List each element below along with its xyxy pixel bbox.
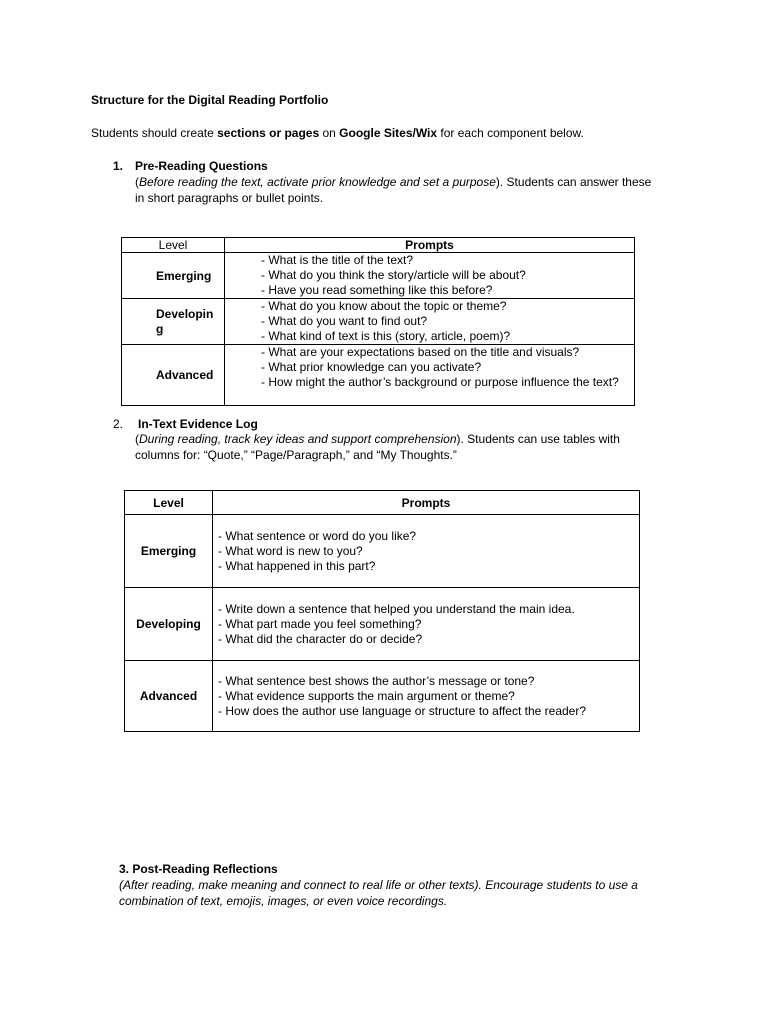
section2-heading [113, 417, 258, 431]
prompt-line: - What are your expectations based on the title and visuals? [261, 345, 580, 359]
section1-rest: ). Students can answer these in short paragraphs or bullet points. [135, 175, 652, 205]
level-cell: Developing [125, 588, 213, 661]
table-row [125, 588, 640, 661]
section2-italic: During reading, track key ideas and support comprehension [139, 432, 457, 446]
prompt-line: - Write down a sentence that helped you understand the main idea. [218, 601, 575, 616]
prompt-line: - What happened in this part? [218, 558, 376, 573]
table-header-row [122, 238, 635, 253]
level-cell: Advanced [125, 661, 213, 732]
prompt-line: - What did the character do or decide? [218, 631, 423, 646]
table-row [122, 253, 635, 299]
level-cell: Emerging [122, 253, 225, 299]
section2-title: In-Text Evidence Log [138, 417, 258, 431]
table-header-row [125, 491, 640, 515]
prompts-cell [213, 661, 640, 732]
section2-number: 2. [113, 417, 124, 431]
prompts-header: Prompts [213, 491, 640, 515]
section1-italic: Before reading the text, activate prior knowledge and set a purpose [139, 175, 496, 189]
prompt-line: - What do you think the story/article will be about? [261, 268, 526, 282]
section1-description [135, 174, 655, 206]
section1-open-paren: ( [135, 175, 139, 189]
prompts-cell [225, 253, 635, 299]
intro-prefix: Students should create [91, 126, 218, 140]
prompt-line: - How does the author use language or structure to affect the reader? [218, 703, 587, 718]
section2-open-paren: ( [135, 432, 139, 446]
prompt-line: - Have you read something like this before? [261, 283, 493, 297]
table-row [125, 515, 640, 588]
table-row [125, 661, 640, 732]
prompt-line: - What is the title of the text? [261, 253, 414, 267]
section3-description: (After reading, make meaning and connect to real life or other texts). Encourage students to use a combination of text, emojis, images, or even voice recordings. [119, 878, 638, 908]
intro-bold-sections: sections or pages [217, 126, 320, 140]
prompts-cell [213, 588, 640, 661]
prompts-header: Prompts [225, 238, 635, 253]
prompts-cell [225, 345, 635, 406]
intro-middle: on [319, 126, 340, 140]
prompt-line: - What kind of text is this (story, article, poem)? [261, 329, 511, 343]
intro-bold-platform: Google Sites/Wix [339, 126, 438, 140]
intro-paragraph [91, 126, 584, 140]
prompt-line: - How might the author’s background or purpose influence the text? [261, 375, 619, 389]
prompt-line: - What prior knowledge can you activate? [261, 360, 482, 374]
level-cell: Advanced [122, 345, 225, 406]
level-header: Level [122, 238, 225, 253]
prompt-line: - What do you know about the topic or theme? [261, 299, 507, 313]
section2-description [135, 431, 655, 463]
prompt-line: - What sentence or word do you like? [218, 528, 417, 543]
table-row [122, 345, 635, 406]
intro-suffix: for each component below. [437, 126, 584, 140]
table-row [122, 299, 635, 345]
prompt-line: - What part made you feel something? [218, 616, 422, 631]
prompt-line: - What do you want to find out? [261, 314, 428, 328]
document-title: Structure for the Digital Reading Portfolio [91, 93, 329, 107]
prompt-line: - What evidence supports the main argument or theme? [218, 688, 515, 703]
prompt-line: - What sentence best shows the author’s message or tone? [218, 673, 535, 688]
level-cell [122, 299, 225, 345]
prompt-line: - What word is new to you? [218, 543, 363, 558]
prompts-cell [225, 299, 635, 345]
level-header: Level [125, 491, 213, 515]
section2-rest: ). Students can use tables with columns for: “Quote,” “Page/Paragraph,” and “My Thoughts.” [135, 432, 620, 462]
pre-reading-table [121, 237, 635, 406]
prompts-cell [213, 515, 640, 588]
level-text: Developing [156, 306, 214, 336]
section1-title: Pre-Reading Questions [135, 159, 268, 173]
section1-heading [113, 159, 268, 173]
section1-number: 1. [113, 159, 124, 173]
level-cell: Emerging [125, 515, 213, 588]
section3-heading: 3. Post-Reading Reflections [119, 862, 278, 876]
evidence-log-table [124, 490, 640, 732]
